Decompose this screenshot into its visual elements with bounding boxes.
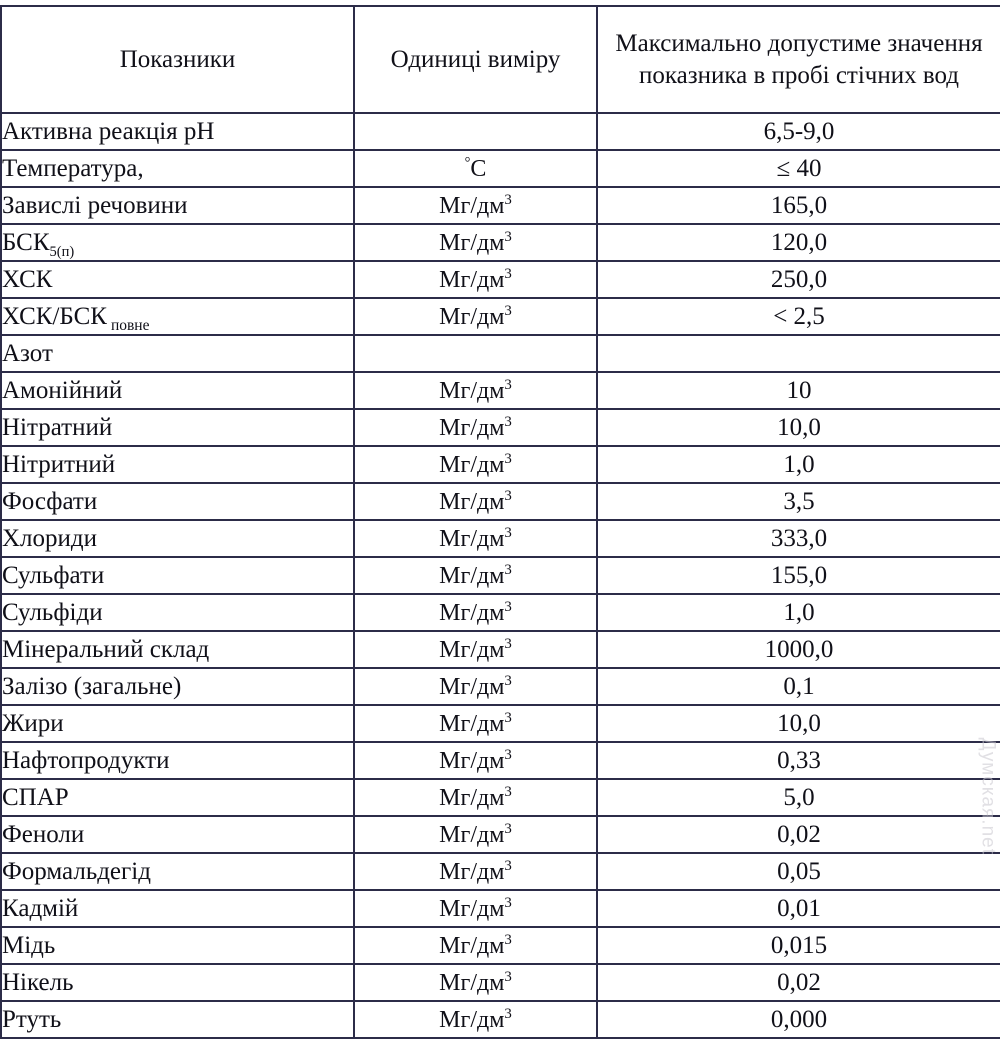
table-row	[1, 409, 1000, 446]
cell-indicator-name: Нітратний	[1, 409, 354, 446]
cell-measurement-unit: $Мг/дм^3$	[354, 520, 597, 557]
column-header-max-allowed-value: Максимально допустиме значення показника в пробі стічних вод	[597, 6, 1000, 113]
unit-exponent: 3	[504, 931, 512, 948]
cell-measurement-unit: °C	[354, 150, 597, 187]
cell-max-allowed-value: 0,05	[597, 853, 1000, 890]
cell-max-allowed-value: 1,0	[597, 446, 1000, 483]
cell-max-allowed-value: 6,5-9,0	[597, 113, 1000, 150]
cell-max-allowed-value: 10,0	[597, 705, 1000, 742]
table-body	[1, 113, 1000, 1038]
cell-measurement-unit: $Мг/дм^3$	[354, 1001, 597, 1038]
cell-measurement-unit: $Мг/дм^3$	[354, 557, 597, 594]
table-row	[1, 483, 1000, 520]
table-row	[1, 335, 1000, 372]
table-row	[1, 594, 1000, 631]
table-row	[1, 964, 1000, 1001]
cell-max-allowed-value: 155,0	[597, 557, 1000, 594]
cell-max-allowed-value	[597, 335, 1000, 372]
cell-measurement-unit: $Мг/дм^3$	[354, 224, 597, 261]
cell-indicator-name: Сульфіди	[1, 594, 354, 631]
cell-max-allowed-value: 10,0	[597, 409, 1000, 446]
cell-measurement-unit: $Мг/дм^3$	[354, 409, 597, 446]
unit-exponent: 3	[504, 191, 512, 208]
table-row	[1, 150, 1000, 187]
cell-max-allowed-value: 333,0	[597, 520, 1000, 557]
cell-max-allowed-value: 10	[597, 372, 1000, 409]
cell-max-allowed-value: 0,1	[597, 668, 1000, 705]
table-row	[1, 261, 1000, 298]
cell-max-allowed-value: 0,01	[597, 890, 1000, 927]
cell-max-allowed-value: 1,0	[597, 594, 1000, 631]
cell-measurement-unit: $Мг/дм^3$	[354, 594, 597, 631]
cell-measurement-unit: $Мг/дм^3$	[354, 927, 597, 964]
unit-exponent: 3	[504, 376, 512, 393]
table-row	[1, 668, 1000, 705]
cell-measurement-unit: $Мг/дм^3$	[354, 372, 597, 409]
cell-max-allowed-value: 0,000	[597, 1001, 1000, 1038]
cell-max-allowed-value: 3,5	[597, 483, 1000, 520]
cell-max-allowed-value: 0,015	[597, 927, 1000, 964]
cell-indicator-name: ХСК/БСК $_{повне}$	[1, 298, 354, 335]
table-row	[1, 1001, 1000, 1038]
unit-exponent: 3	[504, 524, 512, 541]
cell-indicator-name: Температура,	[1, 150, 354, 187]
cell-indicator-name: Завислі речовини	[1, 187, 354, 224]
table-header	[1, 6, 1000, 113]
table-row	[1, 705, 1000, 742]
cell-measurement-unit: $Мг/дм^3$	[354, 261, 597, 298]
cell-measurement-unit: $Мг/дм^3$	[354, 705, 597, 742]
unit-exponent: 3	[504, 228, 512, 245]
cell-max-allowed-value: 5,0	[597, 779, 1000, 816]
cell-indicator-name: Азот	[1, 335, 354, 372]
cell-indicator-name: Нафтопродукти	[1, 742, 354, 779]
cell-max-allowed-value: 250,0	[597, 261, 1000, 298]
cell-indicator-name: Фосфати	[1, 483, 354, 520]
cell-measurement-unit: $Мг/дм^3$	[354, 779, 597, 816]
cell-measurement-unit: $Мг/дм^3$	[354, 187, 597, 224]
unit-exponent: 3	[504, 450, 512, 467]
unit-exponent: 3	[504, 672, 512, 689]
indicator-subscript-word: повне	[110, 316, 150, 334]
cell-max-allowed-value: 120,0	[597, 224, 1000, 261]
cell-max-allowed-value: 0,33	[597, 742, 1000, 779]
table-row	[1, 224, 1000, 261]
cell-max-allowed-value: 0,02	[597, 964, 1000, 1001]
table-row	[1, 298, 1000, 335]
unit-exponent: 3	[504, 1005, 512, 1022]
cell-measurement-unit: $Мг/дм^3$	[354, 890, 597, 927]
unit-exponent: 3	[504, 265, 512, 282]
unit-exponent: 3	[504, 487, 512, 504]
cell-indicator-name: СПАР	[1, 779, 354, 816]
site-watermark: Думская.net	[977, 737, 998, 855]
unit-exponent: 3	[504, 709, 512, 726]
cell-indicator-name: Формальдегід	[1, 853, 354, 890]
table-row	[1, 927, 1000, 964]
cell-indicator-name: $БСК_{5(п)}$	[1, 224, 354, 261]
header-row	[1, 6, 1000, 113]
cell-measurement-unit: $Мг/дм^3$	[354, 742, 597, 779]
unit-exponent: 3	[504, 635, 512, 652]
table-row	[1, 557, 1000, 594]
unit-exponent: 3	[504, 783, 512, 800]
unit-exponent: 3	[504, 746, 512, 763]
cell-measurement-unit	[354, 335, 597, 372]
cell-indicator-name: Мінеральний склад	[1, 631, 354, 668]
unit-exponent: 3	[504, 894, 512, 911]
cell-measurement-unit: $Мг/дм^3$	[354, 964, 597, 1001]
cell-max-allowed-value: ≤ 40	[597, 150, 1000, 187]
cell-indicator-name: Активна реакція pH	[1, 113, 354, 150]
cell-indicator-name: Сульфати	[1, 557, 354, 594]
unit-exponent: 3	[504, 968, 512, 985]
cell-indicator-name: Кадмій	[1, 890, 354, 927]
cell-measurement-unit: $Мг/дм^3$	[354, 631, 597, 668]
cell-measurement-unit	[354, 113, 597, 150]
cell-indicator-name: Нітритний	[1, 446, 354, 483]
column-header-indicator: Показники	[1, 6, 354, 113]
table-row	[1, 187, 1000, 224]
cell-indicator-name: Залізо (загальне)	[1, 668, 354, 705]
cell-indicator-name: Амонійний	[1, 372, 354, 409]
cell-indicator-name: Хлориди	[1, 520, 354, 557]
cell-indicator-name: Нікель	[1, 964, 354, 1001]
cell-measurement-unit: $Мг/дм^3$	[354, 853, 597, 890]
table-row	[1, 742, 1000, 779]
cell-measurement-unit: $Мг/дм^3$	[354, 483, 597, 520]
cell-max-allowed-value: 0,02	[597, 816, 1000, 853]
unit-exponent: 3	[504, 302, 512, 319]
cell-indicator-name: ХСК	[1, 261, 354, 298]
cell-indicator-name: Жири	[1, 705, 354, 742]
cell-max-allowed-value: 165,0	[597, 187, 1000, 224]
cell-measurement-unit: $Мг/дм^3$	[354, 816, 597, 853]
cell-indicator-name: Феноли	[1, 816, 354, 853]
table-row	[1, 113, 1000, 150]
table-row	[1, 816, 1000, 853]
unit-exponent: 3	[504, 561, 512, 578]
table-row	[1, 372, 1000, 409]
cell-max-allowed-value: 1000,0	[597, 631, 1000, 668]
cell-measurement-unit: $Мг/дм^3$	[354, 668, 597, 705]
unit-exponent: 3	[504, 413, 512, 430]
column-header-units: Одиниці виміру	[354, 6, 597, 113]
table-row	[1, 779, 1000, 816]
table-row	[1, 890, 1000, 927]
unit-exponent: 3	[504, 820, 512, 837]
cell-indicator-name: Мідь	[1, 927, 354, 964]
cell-measurement-unit: $Мг/дм^3$	[354, 298, 597, 335]
table-row	[1, 853, 1000, 890]
cell-max-allowed-value: < 2,5	[597, 298, 1000, 335]
unit-exponent: 3	[504, 857, 512, 874]
degree-sign: °	[464, 154, 471, 171]
cell-indicator-name: Ртуть	[1, 1001, 354, 1038]
wastewater-limits-table	[0, 5, 1000, 1039]
table-row	[1, 446, 1000, 483]
indicator-subscript: 5(п)	[49, 243, 75, 260]
table-row	[1, 520, 1000, 557]
unit-exponent: 3	[504, 598, 512, 615]
cell-measurement-unit: $Мг/дм^3$	[354, 446, 597, 483]
table-row	[1, 631, 1000, 668]
